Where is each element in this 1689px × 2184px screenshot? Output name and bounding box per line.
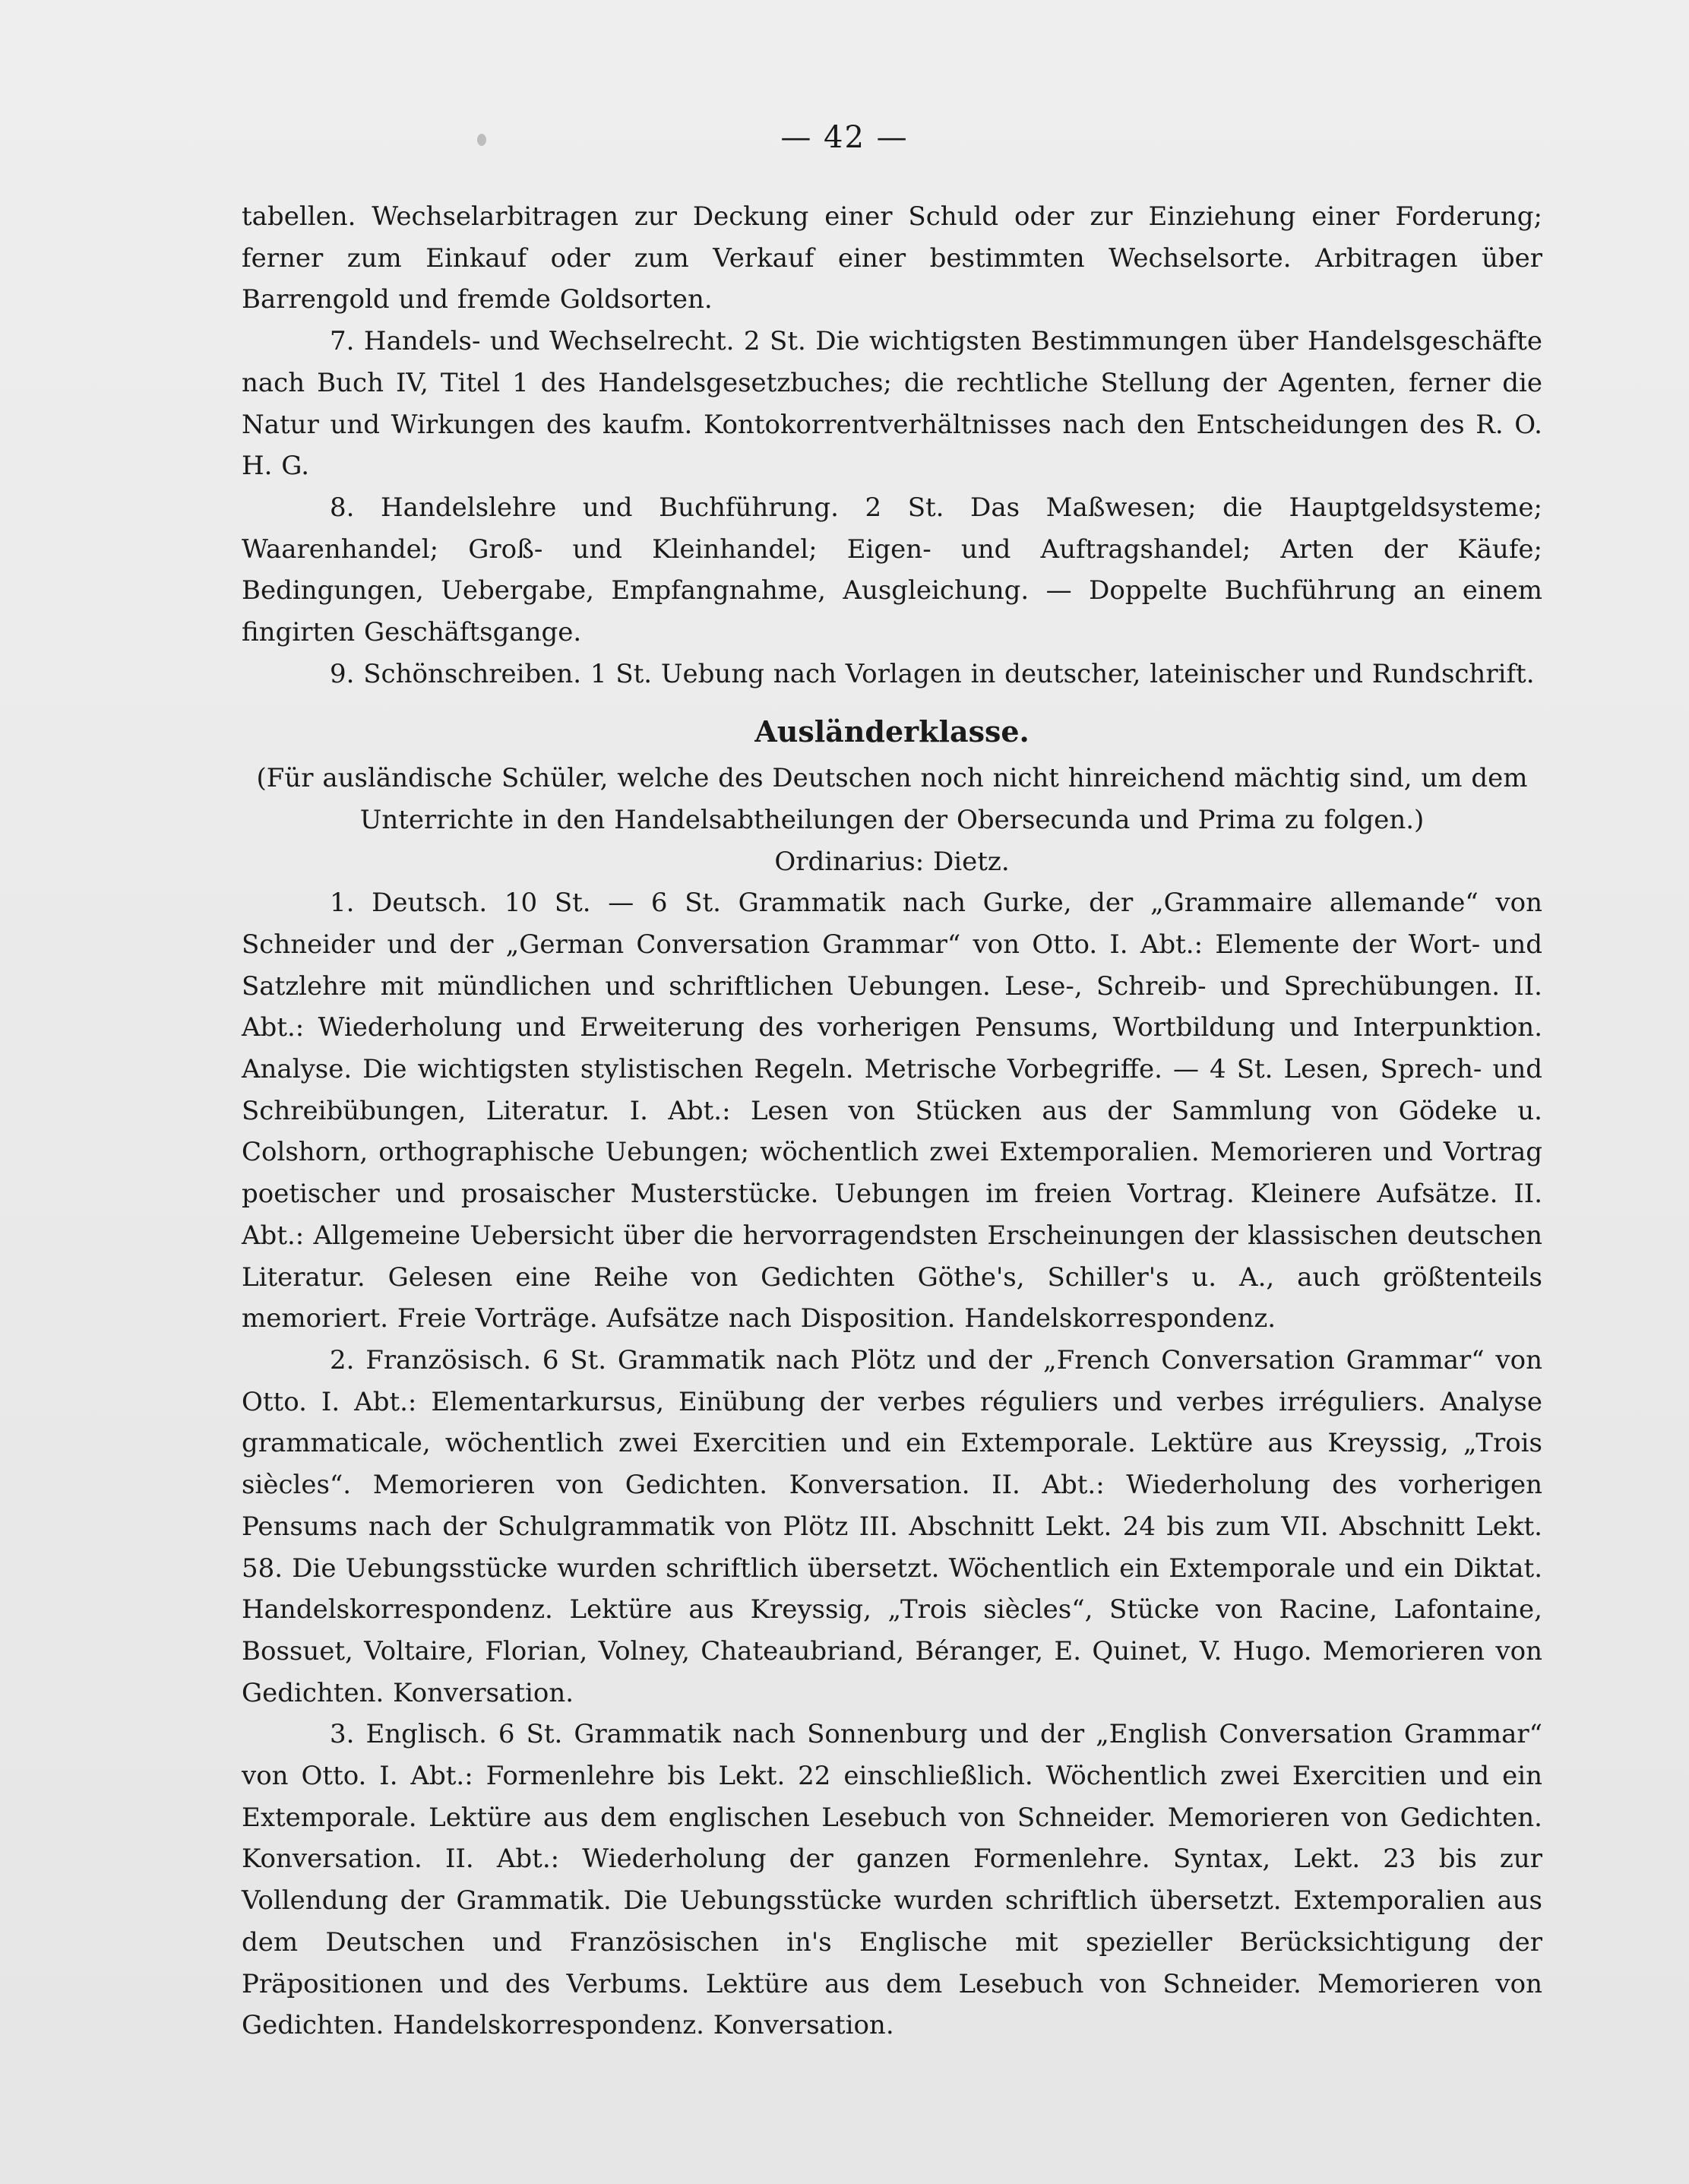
section-note: (Für ausländische Schüler, welche des Deutschen noch nicht hinreichend mächtig sind, um dem Unterrichte in den Handelsabtheilungen der Obersecunda und Prima zu folgen.): [256, 763, 1528, 835]
paragraph-handelsrecht: 7. Handels- und Wechselrecht. 2 St. Die wichtigsten Bestimmungen über Handelsgeschäfte nach Buch IV, Titel 1 des Handelsgesetzbuches; die rechtliche Stellung der Agenten, ferner die Natur und Wirkungen des kaufm. Kontokorrentverhältnisses nach den Entscheidungen des R. O. H. G.: [242, 326, 1542, 482]
section-heading: Ausländerklasse.: [754, 714, 1030, 749]
paragraph-deutsch: 1. Deutsch. 10 St. — 6 St. Grammatik nach Gurke, der „Grammaire allemande“ von Schneider und der „German Conversation Grammar“ von Otto. I. Abt.: Elemente der Wort- und Satzlehre mit mündlichen und schriftlichen Uebungen. Lese-, Schreib- und Sprechübungen. II. Abt.: Wiederholung und Erweiterung des vorherigen Pensums, Wortbildung und Interpunktion. Analyse. Die wichtigsten stylistischen Regeln. Metrische Vorbegriffe. — 4 St. Lesen, Sprech- und Schreibübungen, Literatur. I. Abt.: Lesen von Stücken aus der Sammlung von Gödeke u. Colshorn, orthographische Uebungen; wöchentlich zwei Extemporalien. Memorieren und Vortrag poetischer und prosaischer Musterstücke. Uebungen im freien Vortrag. Kleinere Aufsätze. II. Abt.: Allgemeine Uebersicht über die hervorragendsten Erscheinungen der klassischen deutschen Literatur. Gelesen eine Reihe von Gedichten Göthe's, Schiller's u. A., auch größtenteils memoriert. Freie Vorträge. Aufsätze nach Disposition. Handelskorrespondenz.: [242, 888, 1542, 1334]
paragraph-handelslehre: 8. Handelslehre und Buchführung. 2 St. Das Maßwesen; die Hauptgeldsysteme; Waarenhandel; Groß- und Kleinhandel; Eigen- und Auftragshandel; Arten der Käufe; Bedingungen, Uebergabe, Empfangnahme, Ausgleichung. — Doppelte Buchführung an einem fingirten Geschäftsgange.: [242, 492, 1542, 648]
body-text: [242, 196, 1542, 2046]
paragraph-wechselarbitragen: tabellen. Wechselarbitragen zur Deckung einer Schuld oder zur Einziehung einer Forderung; ferner zum Einkauf oder zum Verkauf einer bestimmten Wechselsorte. Arbitragen über Barrengold und fremde Goldsorten.: [242, 201, 1542, 315]
paragraph-englisch: 3. Englisch. 6 St. Grammatik nach Sonnenburg und der „English Conversation Grammar“ von Otto. I. Abt.: Formenlehre bis Lekt. 22 einschließlich. Wöchentlich zwei Exercitien und ein Extemporale. Lektüre aus dem englischen Lesebuch von Schneider. Memorieren von Gedichten. Konversation. II. Abt.: Wiederholung der ganzen Formenlehre. Syntax, Lekt. 23 bis zur Vollendung der Grammatik. Die Uebungsstücke wurden schriftlich übersetzt. Extemporalien aus dem Deutschen und Französischen in's Englische mit spezieller Berücksichtigung der Präpositionen und des Verbums. Lektüre aus dem Lesebuch von Schneider. Memorieren von Gedichten. Handelskorrespondenz. Konversation.: [242, 1719, 1542, 2041]
paragraph-schoenschreiben: 9. Schönschreiben. 1 St. Uebung nach Vorlagen in deutscher, lateinischer und Rundschrift.: [330, 658, 1535, 689]
ordinarius-line: Ordinarius: Dietz.: [774, 846, 1010, 877]
paragraph-franzoesisch: 2. Französisch. 6 St. Grammatik nach Plötz und der „French Conversation Grammar“ von Otto. I. Abt.: Elementarkursus, Einübung der verbes réguliers und verbes irréguliers. Analyse grammaticale, wöchentlich zwei Exercitien und ein Extemporale. Lektüre aus Kreyssig, „Trois siècles“. Memorieren von Gedichten. Konversation. II. Abt.: Wiederholung des vorherigen Pensums nach der Schulgrammatik von Plötz III. Abschnitt Lekt. 24 bis zum VII. Abschnitt Lekt. 58. Die Uebungsstücke wurden schriftlich übersetzt. Wöchentlich ein Extemporale und ein Diktat. Handelskorrespondenz. Lektüre aus Kreyssig, „Trois siècles“, Stücke von Racine, Lafontaine, Bossuet, Voltaire, Florian, Volney, Chateaubriand, Béranger, E. Quinet, V. Hugo. Memorieren von Gedichten. Konversation.: [242, 1344, 1542, 1708]
page-number: — 42 —: [780, 120, 909, 155]
